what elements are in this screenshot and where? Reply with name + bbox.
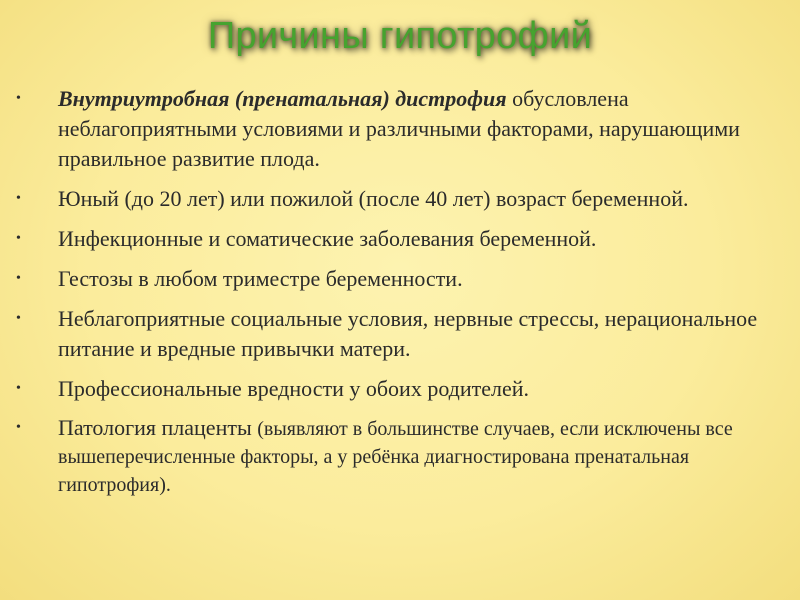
bullet-item-age	[14, 184, 784, 214]
bullet-item-gestosis	[14, 264, 784, 294]
bullet-icon: •	[16, 420, 21, 435]
bullet-icon: •	[16, 91, 21, 106]
bullet-icon: •	[16, 231, 21, 246]
bullet-item-social	[14, 304, 784, 364]
bullet-lead: Патология плаценты	[58, 415, 258, 440]
bullet-icon: •	[16, 271, 21, 286]
slide-title: Причины гипотрофий	[207, 15, 593, 57]
bullet-text: Инфекционные и соматические заболевания беременной.	[58, 226, 597, 251]
bullet-icon: •	[16, 381, 21, 396]
bullet-text: Юный (до 20 лет) или пожилой (после 40 лет) возраст беременной.	[58, 186, 689, 211]
bullet-text: Профессиональные вредности у обоих родителей.	[58, 376, 530, 401]
bullet-item-infections	[14, 224, 784, 254]
bullet-emphasis: Внутриутробная (пренатальная) дистрофия	[58, 86, 507, 111]
bullet-item-intrauterine	[14, 84, 784, 174]
bullet-text: (выявляют в большинстве случаев, если исключены все вышеперечисленные факторы, а у ребёнка диагностирована пренатальная гипотрофия).	[58, 418, 733, 496]
bullet-icon: •	[16, 191, 21, 206]
bullet-text: Неблагоприятные социальные условия, нервные стрессы, нерациональное питание и вредные привычки матери.	[58, 306, 758, 361]
bullet-icon: •	[16, 311, 21, 326]
bullet-item-placenta	[14, 414, 784, 499]
bullet-list	[14, 84, 784, 509]
bullet-text: Гестозы в любом триместре беременности.	[58, 266, 463, 291]
bullet-item-occupational	[14, 374, 784, 404]
bullet-text: обусловлена неблагоприятными условиями и различными факторами, нарушающими правильное развитие плода.	[58, 86, 740, 171]
